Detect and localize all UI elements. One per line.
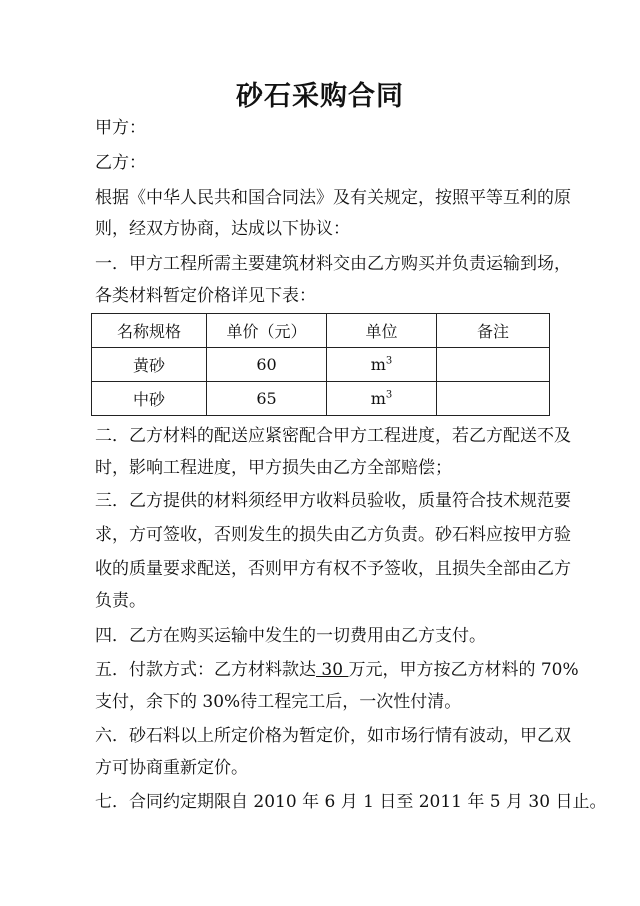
unit-exponent: 3: [385, 355, 393, 367]
header-remarks: 备注: [437, 314, 550, 348]
clause-6-line-1: 六．砂石料以上所定价格为暂定价，如市场行情有波动，甲乙双: [95, 726, 571, 746]
cell-price: 60: [207, 348, 327, 382]
clause-6-line-2: 方可协商重新定价。: [95, 758, 248, 778]
header-unit: 单位: [327, 314, 437, 348]
clause-3-line-2: 求，方可签收，否则发生的损失由乙方负责。砂石料应按甲方验: [95, 525, 571, 545]
unit-exponent: 3: [385, 389, 393, 401]
materials-price-table: [91, 313, 550, 416]
clause-5-prefix: 五．付款方式：乙方材料款达: [95, 660, 316, 680]
header-name-spec: 名称规格: [92, 314, 207, 348]
table-header-row: [92, 314, 550, 348]
cell-note: [437, 382, 550, 416]
clause-2-line-2: 时，影响工程进度，甲方损失由乙方全部赔偿；: [95, 458, 452, 478]
unit-text: m: [370, 389, 386, 408]
party-b-line: 乙方：: [95, 153, 146, 173]
document-title: 砂石采购合同: [236, 81, 404, 112]
clause-2-line-1: 二．乙方材料的配送应紧密配合甲方工程进度，若乙方配送不及: [95, 426, 571, 446]
clause-3-line-1: 三．乙方提供的材料须经甲方收料员验收，质量符合技术规范要: [95, 491, 571, 511]
clause-3-line-3: 收的质量要求配送，否则甲方有权不予签收，且损失全部由乙方: [95, 559, 571, 579]
table-row: [92, 348, 550, 382]
table-row: [92, 382, 550, 416]
header-unit-price: 单价（元）: [207, 314, 327, 348]
payment-threshold-amount: 30: [316, 660, 349, 680]
clause-5-line-2: 支付，余下的 30%待工程完工后，一次性付清。: [95, 692, 462, 712]
unit-text: m: [370, 355, 386, 374]
cell-unit: [327, 382, 437, 416]
clause-1-line-1: 一．甲方工程所需主要建筑材料交由乙方购买并负责运输到场，: [95, 254, 571, 274]
clause-5-suffix: 万元，甲方按乙方材料的 70%: [348, 660, 579, 680]
clause-4-line: 四．乙方在购买运输中发生的一切费用由乙方支付。: [95, 626, 486, 646]
preamble-line-1: 根据《中华人民共和国合同法》及有关规定，按照平等互利的原: [95, 188, 571, 208]
clause-5-line-1: [95, 660, 579, 680]
clause-7-line: 七．合同约定期限自 2010 年 6 月 1 日至 2011 年 5 月 30 日止。: [95, 792, 607, 812]
clause-1-line-2: 各类材料暂定价格详见下表：: [95, 286, 316, 306]
cell-note: [437, 348, 550, 382]
cell-price: 65: [207, 382, 327, 416]
cell-name: 中砂: [92, 382, 207, 416]
cell-name: 黄砂: [92, 348, 207, 382]
party-a-line: 甲方：: [95, 118, 146, 138]
cell-unit: [327, 348, 437, 382]
preamble-line-2: 则，经双方协商，达成以下协议：: [95, 219, 350, 239]
clause-3-line-4: 负责。: [95, 591, 146, 611]
